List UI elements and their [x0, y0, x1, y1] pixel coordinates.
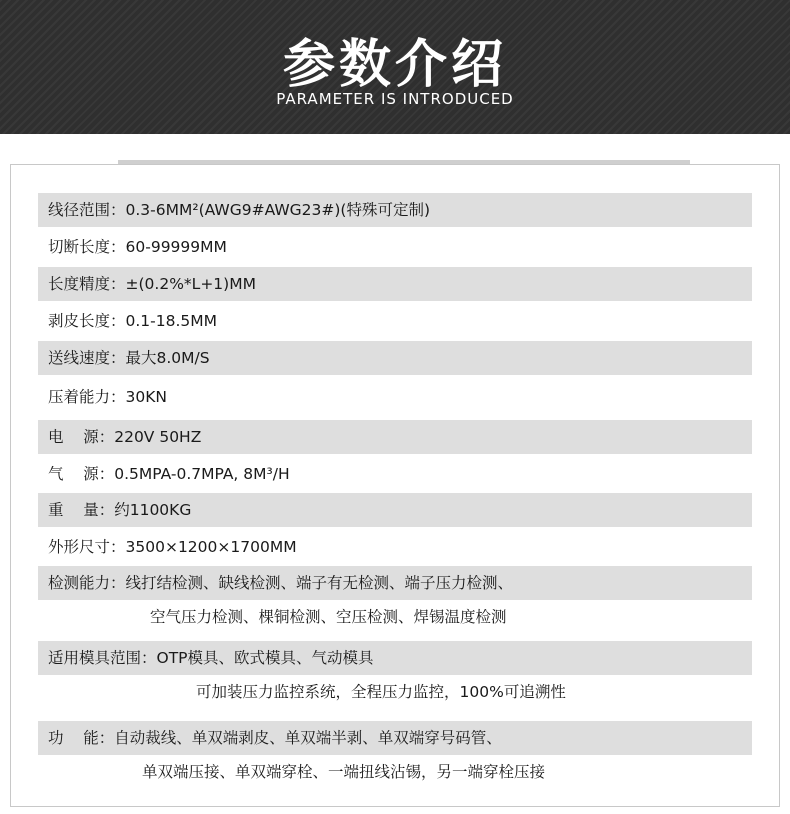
param-row-detection-cont [38, 600, 752, 634]
param-value: 60-99999MM [125, 238, 227, 256]
param-row-dimensions [38, 530, 752, 564]
param-value: 0.1-18.5MM [125, 312, 218, 330]
param-value: 最大8.0M/S [125, 349, 210, 367]
param-value: 220V 50HZ [114, 428, 202, 446]
param-label: 外形尺寸： [48, 538, 126, 556]
param-value: 线打结检测、缺线检测、端子有无检测、端子压力检测、 [125, 574, 514, 592]
param-label: 长度精度： [48, 275, 126, 293]
param-row-crimp-force [38, 380, 752, 414]
param-label: 重 量： [48, 501, 115, 519]
param-row-detection [38, 566, 752, 600]
param-value-line2: 可加装压力监控系统，全程压力监控，100%可追溯性 [196, 683, 566, 701]
param-value-line2: 空气压力检测、棵铜检测、空压检测、焊锡温度检测 [150, 608, 507, 626]
param-row-mold-range-cont [38, 675, 752, 709]
param-label: 电 源： [48, 428, 115, 446]
param-row-cut-length [38, 230, 752, 264]
param-row-wire-range [38, 193, 752, 227]
param-label: 压着能力： [48, 388, 126, 406]
param-value: ±(0.2%*L+1)MM [125, 275, 256, 293]
param-row-functions-cont [38, 755, 752, 789]
param-row-weight [38, 493, 752, 527]
param-value: 30KN [125, 388, 167, 406]
param-value: 0.5MPA-0.7MPA, 8M³/H [114, 465, 290, 483]
param-value: 0.3-6MM²(AWG9#AWG23#)(特殊可定制) [125, 201, 431, 219]
page-title: 参数介绍 [282, 35, 507, 95]
param-value: 3500×1200×1700MM [125, 538, 297, 556]
param-value-line2: 单双端压接、单双端穿栓、一端扭线沾锡，另一端穿栓压接 [142, 763, 546, 781]
param-label: 线径范围： [48, 201, 126, 219]
param-label: 气 源： [48, 465, 115, 483]
param-row-strip-length [38, 304, 752, 338]
param-label: 剥皮长度： [48, 312, 126, 330]
param-label: 适用模具范围： [48, 649, 157, 667]
param-label: 检测能力： [48, 574, 126, 592]
param-value: OTP模具、欧式模具、气动模具 [156, 649, 374, 667]
param-row-air-source [38, 457, 752, 491]
param-label: 切断长度： [48, 238, 126, 256]
param-label: 送线速度： [48, 349, 126, 367]
param-row-length-accuracy [38, 267, 752, 301]
param-label: 功 能： [48, 729, 115, 747]
param-row-mold-range [38, 641, 752, 675]
param-row-functions [38, 721, 752, 755]
param-value: 自动裁线、单双端剥皮、单双端半剥、单双端穿号码管、 [114, 729, 502, 747]
header-banner [0, 0, 790, 134]
param-row-feed-speed [38, 341, 752, 375]
param-row-power [38, 420, 752, 454]
page-subtitle: PARAMETER IS INTRODUCED [276, 90, 514, 108]
param-value: 约1100KG [114, 501, 192, 519]
